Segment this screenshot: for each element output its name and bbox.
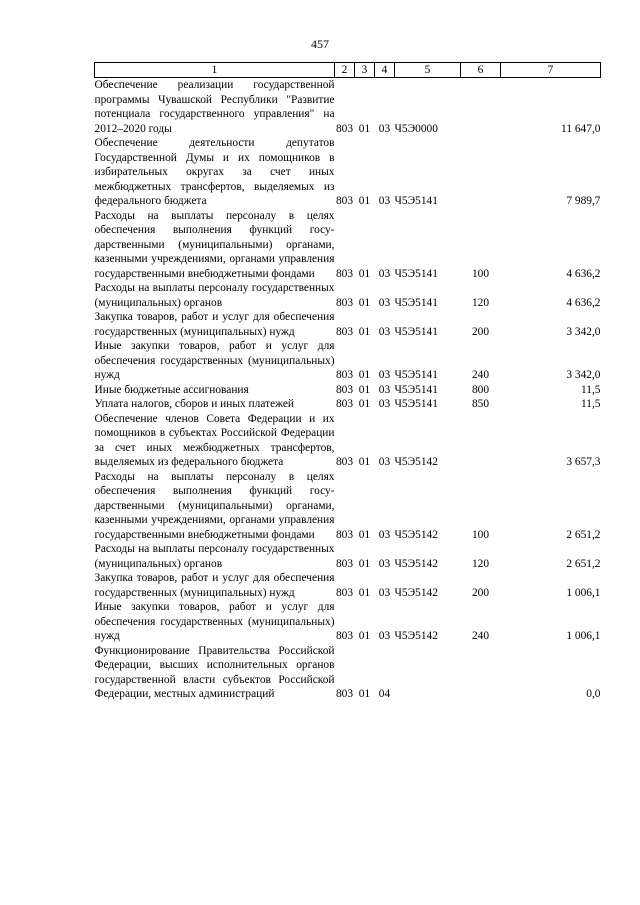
row-description: Обеспечение реализации государственной программы Чувашской Республики "Развитие потенциала государственного управления" на 2012–2020 годы	[94, 79, 335, 135]
row-subsection-code: 03	[378, 267, 391, 280]
row-ministry-code: 803	[335, 195, 354, 207]
row-amount: 4 636,2	[566, 267, 601, 280]
row-expense-type: 200	[471, 586, 490, 599]
row-expense-type	[461, 136, 501, 209]
table-header	[95, 63, 601, 78]
row-amount: 1 006,1	[566, 586, 601, 599]
row-section-code: 01	[358, 528, 371, 541]
row-expense-type: 800	[471, 383, 490, 396]
row-amount: 3 342,0	[566, 325, 601, 338]
row-subsection-code: 03	[378, 325, 391, 338]
row-target-article: Ч5Э5141	[394, 369, 438, 381]
row-description: Расходы на выплаты персоналу в целях обеспечения выполнения функций государственными (муниципальными) органами, казенными учреждениями, органами управления государственными внебюджетными фондами	[94, 209, 335, 280]
row-target-article: Ч5Э5141	[394, 296, 438, 309]
table-row	[95, 209, 601, 282]
row-amount: 1 006,1	[566, 630, 601, 642]
row-amount: 3 342,0	[566, 369, 601, 381]
column-header-5: 5	[395, 63, 461, 78]
table-row	[95, 281, 601, 310]
row-description: Расходы на выплаты персоналу в целях обеспечения выполнения функций государственными (муниципальными) органами, казенными учреждениями, органами управления государственными внебюджетными фондами	[94, 470, 335, 541]
row-description: Расходы на выплаты персоналу государственных (муниципальных) органов	[94, 543, 335, 570]
row-amount: 4 636,2	[566, 296, 601, 309]
table-row	[95, 644, 601, 702]
row-ministry-code: 803	[335, 383, 354, 396]
row-section-code: 01	[358, 267, 371, 280]
column-header-3: 3	[355, 63, 375, 78]
row-subsection-code: 03	[378, 195, 391, 207]
table-row	[95, 571, 601, 600]
row-section-code: 01	[358, 383, 371, 396]
row-section-code: 01	[358, 369, 371, 381]
page-number: 457	[311, 37, 329, 51]
row-subsection-code: 03	[378, 122, 391, 135]
row-target-article	[395, 644, 461, 702]
row-description: Иные закупки товаров, работ и услуг для обеспечения государственных (муниципальных) нужд	[94, 601, 335, 642]
row-section-code: 01	[358, 557, 371, 570]
table-row	[95, 383, 601, 398]
header-row	[95, 63, 601, 78]
row-amount: 11 647,0	[561, 122, 601, 135]
row-description: Расходы на выплаты персоналу государственных (муниципальных) органов	[94, 282, 335, 309]
row-expense-type: 120	[471, 557, 490, 570]
row-target-article: Ч5Э5141	[394, 325, 438, 338]
table-row	[95, 412, 601, 470]
row-section-code: 01	[358, 630, 371, 642]
row-amount: 0,0	[586, 688, 601, 700]
row-subsection-code: 03	[378, 398, 391, 410]
row-target-article: Ч5Э5141	[394, 195, 438, 207]
row-section-code: 01	[358, 398, 371, 410]
table-row	[95, 310, 601, 339]
row-amount: 11,5	[580, 398, 601, 410]
column-header-2: 2	[335, 63, 355, 78]
row-ministry-code: 803	[335, 296, 354, 309]
table-body	[95, 78, 601, 702]
row-amount: 2 651,2	[566, 528, 601, 541]
row-amount: 11,5	[580, 383, 601, 396]
row-ministry-code: 803	[335, 369, 354, 381]
row-subsection-code: 03	[378, 296, 391, 309]
row-subsection-code: 03	[378, 528, 391, 541]
row-description: Закупка товаров, работ и услуг для обеспечения государственных (муниципальных) нужд	[94, 311, 335, 338]
row-expense-type	[461, 412, 501, 470]
row-ministry-code: 803	[335, 267, 354, 280]
table-row	[95, 397, 601, 412]
row-ministry-code: 803	[335, 630, 354, 642]
row-section-code: 01	[358, 122, 371, 135]
row-target-article: Ч5Э5141	[394, 398, 438, 410]
table-row	[95, 339, 601, 383]
row-target-article: Ч5Э5142	[394, 528, 438, 541]
row-amount: 7 989,7	[566, 195, 601, 207]
row-ministry-code: 803	[335, 122, 354, 135]
row-section-code: 01	[358, 456, 371, 468]
row-ministry-code: 803	[335, 325, 354, 338]
row-section-code: 01	[358, 688, 371, 700]
row-expense-type: 850	[471, 398, 490, 410]
table-row	[95, 470, 601, 543]
row-target-article: Ч5Э5142	[394, 557, 438, 570]
row-target-article: Ч5Э5142	[394, 586, 438, 599]
row-amount: 3 657,3	[566, 456, 601, 468]
row-expense-type	[461, 78, 501, 137]
row-expense-type: 200	[471, 325, 490, 338]
row-ministry-code: 803	[335, 456, 354, 468]
row-subsection-code: 04	[378, 688, 391, 700]
row-target-article: Ч5Э0000	[394, 122, 438, 135]
row-subsection-code: 03	[378, 630, 391, 642]
row-subsection-code: 03	[378, 369, 391, 381]
row-expense-type: 240	[471, 630, 490, 642]
row-expense-type: 240	[471, 369, 490, 381]
budget-table	[94, 62, 601, 702]
row-target-article: Ч5Э5142	[394, 630, 438, 642]
row-expense-type: 100	[471, 528, 490, 541]
table-row	[95, 136, 601, 209]
row-target-article: Ч5Э5141	[394, 267, 438, 280]
column-header-1: 1	[95, 63, 335, 78]
row-description: Уплата налогов, сборов и иных платежей	[94, 398, 294, 410]
row-target-article: Ч5Э5142	[394, 456, 438, 468]
row-ministry-code: 803	[335, 398, 354, 410]
row-description: Обеспечение членов Совета Федерации и их помощников в субъектах Российской Федерации за счет иных межбюджетных трансфертов, выделяемых из федерального бюджета	[94, 412, 335, 468]
row-description: Обеспечение деятельности депутатов Государственной Думы и их помощников в избирательных округах за счет иных межбюджетных трансфертов, выделяемых из федерального бюджета	[94, 137, 335, 207]
row-section-code: 01	[358, 586, 371, 599]
column-header-6: 6	[461, 63, 501, 78]
row-subsection-code: 03	[378, 586, 391, 599]
row-subsection-code: 03	[378, 456, 391, 468]
row-section-code: 01	[358, 296, 371, 309]
row-target-article: Ч5Э5141	[394, 383, 438, 396]
column-header-7: 7	[501, 63, 601, 78]
row-ministry-code: 803	[335, 557, 354, 570]
row-subsection-code: 03	[378, 383, 391, 396]
row-description: Иные бюджетные ассигнования	[94, 383, 249, 396]
row-expense-type	[461, 644, 501, 702]
row-description: Закупка товаров, работ и услуг для обеспечения государственных (муниципальных) нужд	[94, 572, 335, 599]
table-row	[95, 600, 601, 644]
table-row	[95, 78, 601, 137]
row-ministry-code: 803	[335, 528, 354, 541]
row-section-code: 01	[358, 195, 371, 207]
row-description: Иные закупки товаров, работ и услуг для обеспечения государственных (муниципальных) нужд	[94, 340, 335, 381]
row-subsection-code: 03	[378, 557, 391, 570]
row-section-code: 01	[358, 325, 371, 338]
table-row	[95, 542, 601, 571]
row-description: Функционирование Правительства Российской Федерации, высших исполнительных органов государственной власти субъектов Российской Федерации, местных администраций	[94, 644, 335, 700]
column-header-4: 4	[375, 63, 395, 78]
row-ministry-code: 803	[335, 586, 354, 599]
row-amount: 2 651,2	[566, 557, 601, 570]
row-expense-type: 120	[471, 296, 490, 309]
row-ministry-code: 803	[335, 688, 354, 700]
row-expense-type: 100	[471, 267, 490, 280]
